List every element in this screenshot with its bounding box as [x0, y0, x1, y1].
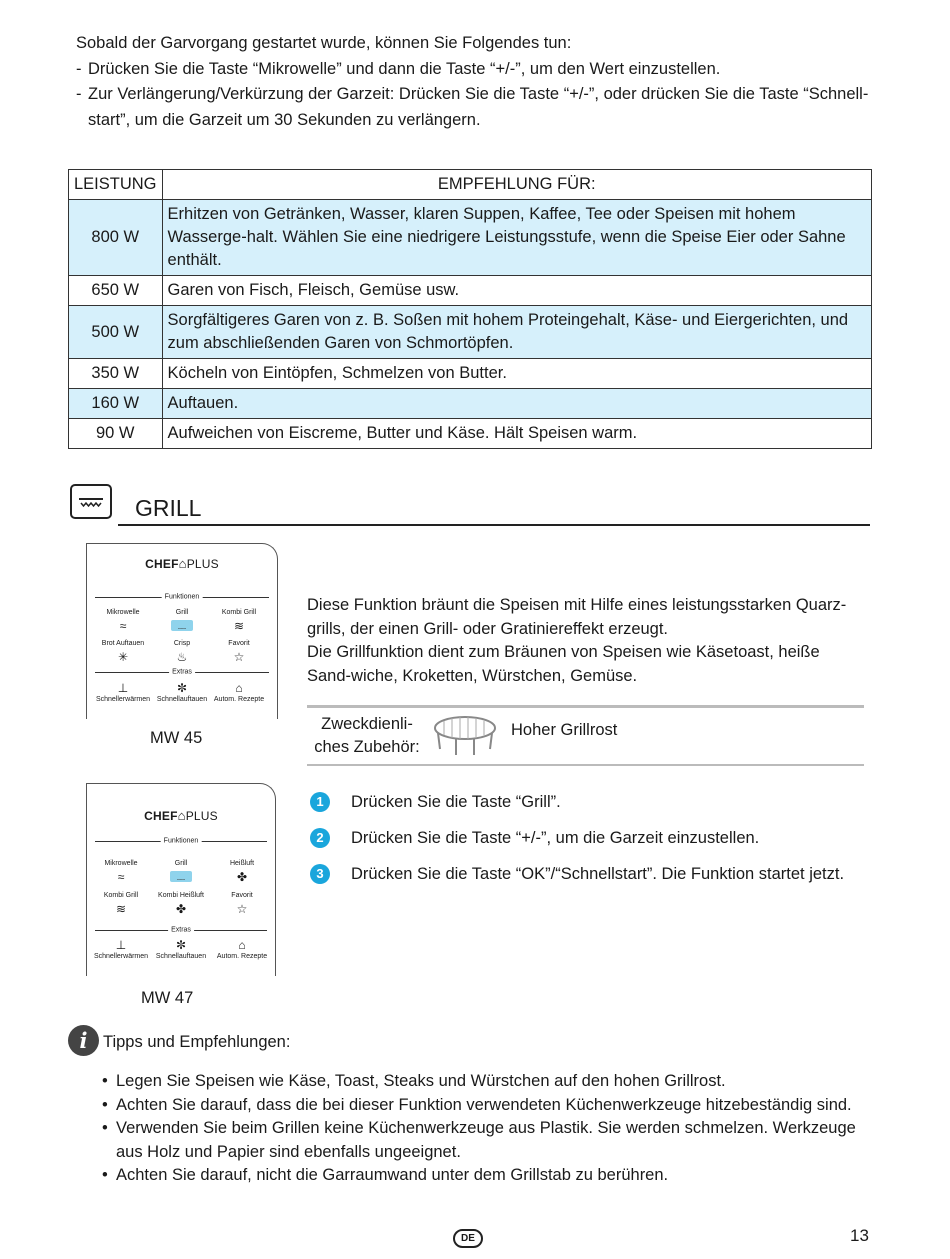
- list-item: • Verwenden Sie beim Grillen keine Küchenwerkzeuge aus Plastik. Sie werden schmelzen. Werkzeuge aus Holz und Papier sind ebenfalls ungeeignet.: [100, 1117, 860, 1164]
- accessory-divider-bottom: [307, 764, 864, 766]
- key-schnellauftauen[interactable]: ✼ Schnellauftauen: [151, 936, 211, 961]
- key-kombi-grill[interactable]: Kombi Grill ≋: [209, 608, 269, 633]
- list-item: • Achten Sie darauf, dass die bei dieser Funktion verwendeten Küchenwerkzeuge hitzebeständig sind.: [100, 1094, 860, 1118]
- accessory-name: Hoher Grillrost: [511, 721, 618, 739]
- star-icon: ☆: [233, 650, 245, 664]
- grill-icon: [70, 484, 112, 519]
- intro-item: - Zur Verlängerung/Verkürzung der Garzeit: Drücken Sie die Taste “+/-”, oder drücken Sie die Taste “Schnell-start”, um die Garzeit um 30 Sekunden zu verlängern.: [76, 85, 869, 129]
- grill-rack-icon: [432, 713, 498, 764]
- grill-key-icon: ﹏: [170, 871, 192, 882]
- intro-item: - Drücken Sie die Taste “Mikrowelle” und dann die Taste “+/-”, um den Wert einzustellen.: [76, 59, 721, 78]
- key-autom-rezepte[interactable]: ⌂ Autom. Rezepte: [212, 936, 272, 961]
- model-label: MW 45: [150, 729, 203, 747]
- section-title: GRILL: [135, 495, 202, 521]
- brand-logo: CHEF⌂PLUS: [144, 808, 218, 823]
- tips-heading: Tipps und Empfehlungen:: [103, 1033, 291, 1051]
- header-recommendation: EMPFEHLUNG FÜR:: [162, 170, 871, 200]
- key-grill[interactable]: Grill ﹏: [152, 608, 212, 631]
- key-favorit[interactable]: Favorit ☆: [212, 891, 272, 916]
- key-grill[interactable]: Grill ﹏: [151, 859, 211, 882]
- key-autom-rezepte[interactable]: ⌂ Autom. Rezepte: [209, 679, 269, 704]
- functions-divider: Funktionen: [95, 597, 269, 598]
- microwave-waves-icon: ≈: [119, 619, 127, 633]
- combi-grill-icon: ≋: [233, 619, 245, 633]
- table-row: 500 W Sorgfältigeres Garen von z. B. Soßen mit hohem Proteingehalt, Käse- und Eiergerichten, und zum abschließenden Garen von Schmortöpfen.: [69, 306, 872, 359]
- step-number-badge: 3: [310, 864, 330, 884]
- key-mikrowelle[interactable]: Mikrowelle ≈: [93, 608, 153, 633]
- key-kombi-grill[interactable]: Kombi Grill ≋: [91, 891, 151, 916]
- table-row: 800 W Erhitzen von Getränken, Wasser, klaren Suppen, Kaffee, Tee oder Speisen mit hohem Wasserge-halt. Wählen Sie eine niedrigere Leistungsstufe, wenn die Speise Eier oder Sahne enthält.: [69, 200, 872, 276]
- header-power: LEISTUNG: [69, 170, 163, 200]
- table-row: 90 W Aufweichen von Eiscreme, Butter und Käse. Hält Speisen warm.: [69, 419, 872, 449]
- accessory-label: Zweckdienli-ches Zubehör:: [314, 715, 420, 756]
- functions-divider: Funktionen: [95, 841, 267, 842]
- step-item: 3 Drücken Sie die Taste “OK”/“Schnellstart”. Die Funktion startet jetzt.: [310, 864, 844, 884]
- accessory-divider-top: [307, 705, 864, 708]
- reheat-plate-icon: ⊥: [117, 681, 129, 695]
- power-table: [68, 169, 872, 449]
- control-panel-mw47: [86, 783, 276, 976]
- page-number: 13: [850, 1226, 869, 1245]
- reheat-plate-icon: ⊥: [115, 938, 127, 952]
- extras-divider: Extras: [95, 930, 267, 931]
- snowflake-icon: ✼: [175, 938, 187, 952]
- table-row: 650 W Garen von Fisch, Fleisch, Gemüse usw.: [69, 276, 872, 306]
- intro-lead: Sobald der Garvorgang gestartet wurde, können Sie Folgendes tun:: [76, 34, 572, 52]
- tips-list: [100, 1070, 860, 1188]
- grill-key-icon: ﹏: [171, 620, 193, 631]
- chef-hat-icon: ⌂: [178, 556, 187, 571]
- key-mikrowelle[interactable]: Mikrowelle ≈: [91, 859, 151, 884]
- model-label: MW 47: [141, 989, 194, 1007]
- extras-divider: Extras: [95, 672, 269, 673]
- table-row: 350 W Köcheln von Eintöpfen, Schmelzen von Butter.: [69, 359, 872, 389]
- step-item: 1 Drücken Sie die Taste “Grill”.: [310, 792, 561, 812]
- intro-text: [76, 31, 876, 133]
- control-panel-mw45: [86, 543, 278, 719]
- step-number-badge: 1: [310, 792, 330, 812]
- key-kombi-heissluft[interactable]: Kombi Heißluft ✤: [151, 891, 211, 916]
- bread-defrost-icon: ✳: [117, 650, 129, 664]
- key-schnellerwaermen[interactable]: ⊥ Schnellerwärmen: [91, 936, 151, 961]
- chef-hat-icon: ⌂: [238, 938, 246, 952]
- table-row: 160 W Auftauen.: [69, 389, 872, 419]
- key-schnellerwaermen[interactable]: ⊥ Schnellerwärmen: [93, 679, 153, 704]
- combi-fan-icon: ✤: [175, 902, 187, 916]
- key-brot-auftauen[interactable]: Brot Auftauen ✳: [93, 639, 153, 664]
- grill-description: Diese Funktion bräunt die Speisen mit Hilfe eines leistungsstarken Quarz-grills, der einen Grill- oder Gratiniereffekt erzeugt. Die Grillfunktion dient zum Bräunen von Speisen wie Käsetoast, heiße Sand-wiche, Kroketten, Würstchen, Gemüse.: [307, 596, 847, 685]
- combi-grill-icon: ≋: [115, 902, 127, 916]
- step-number-badge: 2: [310, 828, 330, 848]
- list-item: • Legen Sie Speisen wie Käse, Toast, Steaks und Würstchen auf den hohen Grillrost.: [100, 1070, 860, 1094]
- key-favorit[interactable]: Favorit ☆: [209, 639, 269, 664]
- step-item: 2 Drücken Sie die Taste “+/-”, um die Garzeit einzustellen.: [310, 828, 759, 848]
- snowflake-icon: ✼: [176, 681, 188, 695]
- key-schnellauftauen[interactable]: ✼ Schnellauftauen: [152, 679, 212, 704]
- info-icon: i: [68, 1025, 99, 1056]
- fan-icon: ✤: [236, 870, 248, 884]
- brand-logo: CHEF⌂PLUS: [145, 556, 219, 571]
- table-header-row: [69, 170, 872, 200]
- chef-hat-icon: ⌂: [235, 681, 243, 695]
- key-heissluft[interactable]: Heißluft ✤: [212, 859, 272, 884]
- key-crisp[interactable]: Crisp ♨: [152, 639, 212, 664]
- chef-hat-icon: ⌂: [177, 808, 186, 823]
- section-divider: [118, 524, 870, 526]
- microwave-waves-icon: ≈: [117, 870, 125, 884]
- list-item: • Achten Sie darauf, nicht die Garraumwand unter dem Grillstab zu berühren.: [100, 1164, 860, 1188]
- star-icon: ☆: [236, 902, 248, 916]
- language-badge: DE: [453, 1229, 483, 1248]
- crisp-pan-icon: ♨: [176, 650, 188, 664]
